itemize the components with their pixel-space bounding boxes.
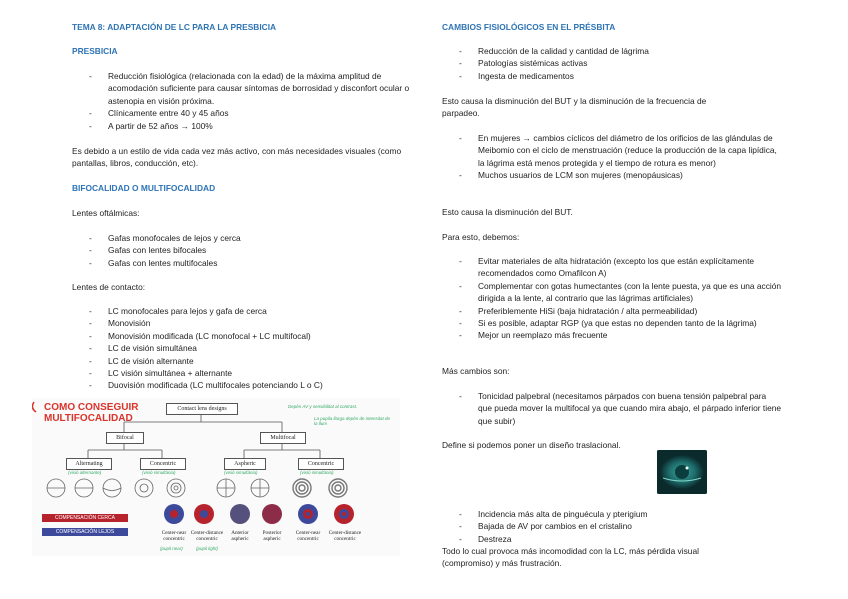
caption-sub-light: (pupil light) xyxy=(196,546,219,551)
contacto-list xyxy=(89,305,412,392)
list-item: - En mujeres → cambios cíclicos del diámetro de los orificios de las glándulas de Meibomio con el ciclo de menstruación (reduce la producción de la capa lipídica, la lágrima está menos protegida y el tiempo de rotura es menor) xyxy=(459,133,777,168)
mujeres-list xyxy=(459,132,782,182)
caption-center-near-1: Center-near concentric xyxy=(161,530,187,542)
traslacional-paragraph: Define si podemos poner un diseño traslacional. xyxy=(442,440,621,450)
cambios-list xyxy=(459,45,782,82)
mas-cambios-label: Más cambios son: xyxy=(442,366,510,376)
list-item: - Preferiblemente HiSi (baja hidratación / alta permeabilidad) xyxy=(459,305,698,316)
note-alt-sub: (visió alternante) xyxy=(68,470,102,475)
list-item: - Complementar con gotas humectantes (con la lente puesta, ya que es una acción dirigida a la lente, al contrario que las lágrimas artificiales) xyxy=(459,280,782,304)
caption-center-distance-2: Center-distance concentric xyxy=(328,530,362,542)
node-contact-lens-designs: Contact lens designs xyxy=(166,403,238,415)
tonicidad-list xyxy=(459,390,782,427)
list-item: - Reducción de la calidad y cantidad de lágrima xyxy=(459,46,649,56)
list-item: - Tonicidad palpebral (necesitamos párpados con buena tensión palpebral para que pueda mover la multifocal ya que cuando mira abajo, el párpado inferior tiene que subir) xyxy=(459,391,782,426)
debemos-list xyxy=(459,255,782,342)
list-item: - LC visión simultánea + alternante xyxy=(89,368,233,379)
list-item: - Monovisión xyxy=(89,318,151,329)
oftalmicas-list xyxy=(89,232,412,269)
oftalmicas-label: Lentes oftálmicas: xyxy=(72,208,140,218)
caption-anterior-aspheric: Anterior aspheric xyxy=(231,530,249,542)
incidencia-list xyxy=(459,508,782,545)
caption-center-near-2: Center-near concentric xyxy=(295,530,321,542)
list-item: - Si es posible, adaptar RGP (ya que estas no dependen tanto de la lágrima) xyxy=(459,318,757,329)
list-item: - Monovisión modificada (LC monofocal + LC multifocal) xyxy=(89,330,311,341)
figure-title: COMO CONSEGUIR MULTIFOCALIDAD xyxy=(44,402,139,424)
caption-center-distance-1: Center-distance concentric xyxy=(190,530,224,542)
node-concentric-bifocal: Concentric xyxy=(140,458,186,470)
list-item: - Evitar materiales de alta hidratación (excepto los que están explícitamente recomendados como Omafilcon A) xyxy=(459,256,755,279)
list-item: - Reducción fisiológica (relacionada con la edad) de la máxima amplitud de acomodación suficiente para causar síntomas de borrosidad y disconfort ocular o astenopia en visión próxima. xyxy=(89,71,410,106)
list-item: - Incidencia más alta de pinguécula y pterigium xyxy=(459,509,648,519)
presbicia-list xyxy=(89,70,412,132)
presbicia-heading: PRESBICIA xyxy=(72,46,118,56)
list-item: - Muchos usuarios de LCM son mujeres (menopáusicas) xyxy=(459,170,683,181)
bifocal-heading: BIFOCALIDAD O MULTIFOCALIDAD xyxy=(72,183,216,193)
list-item: - LC de visión alternante xyxy=(89,355,194,366)
node-bifocal: Bifocal xyxy=(106,432,144,444)
cambios-heading: CAMBIOS FISIOLÓGICOS EN EL PRÉSBITA xyxy=(442,22,616,32)
list-item: - Ingesta de medicamentos xyxy=(459,70,574,81)
list-item: - Patologías sistémicas activas xyxy=(459,58,588,69)
multifocal-designs-figure xyxy=(32,398,400,556)
caption-posterior-aspheric: Posterior aspheric xyxy=(262,530,282,542)
estilo-vida-paragraph: Es debido a un estilo de vida cada vez más activo, con más necesidades visuales (como pantallas, libros, conducción, etc). xyxy=(72,146,402,169)
node-aspheric: Aspheric xyxy=(224,458,266,470)
list-item: - LC de visión simultánea xyxy=(89,343,197,354)
eye-lens-photo xyxy=(657,450,707,494)
eye-lens-illustration xyxy=(657,450,707,494)
list-item: - Gafas con lentes bifocales xyxy=(89,245,207,256)
frustracion-paragraph: Todo lo cual provoca más incomodidad con la LC, más pérdida visual (compromiso) y más frustración. xyxy=(442,546,699,569)
list-item: - Bajada de AV por cambios en el cristalino xyxy=(459,521,632,532)
handwritten-note-top: Depèn AV y sensibilitat al contrast. xyxy=(288,404,358,409)
doc-title: TEMA 8: ADAPTACIÓN DE LC PARA LA PRESBICIA xyxy=(72,22,277,32)
list-item: - Gafas con lentes multifocales xyxy=(89,257,218,268)
list-item: - Gafas monofocales de lejos y cerca xyxy=(89,233,241,243)
note-conc2-sub: (visió simultània) xyxy=(300,470,334,475)
node-alternating: Alternating xyxy=(66,458,112,470)
comp-cerca-badge: COMPENSACIÓN CERCA xyxy=(42,514,128,522)
handwritten-note-side: La pupila llarga depèn de intensitat de la llum xyxy=(314,416,391,426)
list-item: - Duovisión modificada (LC multifocales potenciando L o C) xyxy=(89,380,323,391)
list-item: - Destreza xyxy=(459,533,512,544)
list-item: - A partir de 52 años → 100% xyxy=(89,120,213,131)
node-concentric-multifocal: Concentric xyxy=(298,458,344,470)
para-esto-label: Para esto, debemos: xyxy=(442,232,520,242)
note-conc-sub: (visió simultània) xyxy=(142,470,176,475)
contacto-label: Lentes de contacto: xyxy=(72,282,146,292)
caption-sub-near: (pupil near) xyxy=(160,546,183,551)
note-asph-sub: (visió simultània) xyxy=(224,470,258,475)
but-paragraph: Esto causa la disminución del BUT y la disminución de la frecuencia de parpadeo. xyxy=(442,96,707,119)
list-item: - Mejor un reemplazo más frecuente xyxy=(459,330,608,341)
list-item: - Clínicamente entre 40 y 45 años xyxy=(89,108,229,119)
list-item: - LC monofocales para lejos y gafa de cerca xyxy=(89,306,267,316)
but-paragraph-2: Esto causa la disminución del BUT. xyxy=(442,207,573,217)
comp-lejos-badge: COMPENSACIÓN LEJOS xyxy=(42,528,128,536)
node-multifocal: Multifocal xyxy=(260,432,306,444)
